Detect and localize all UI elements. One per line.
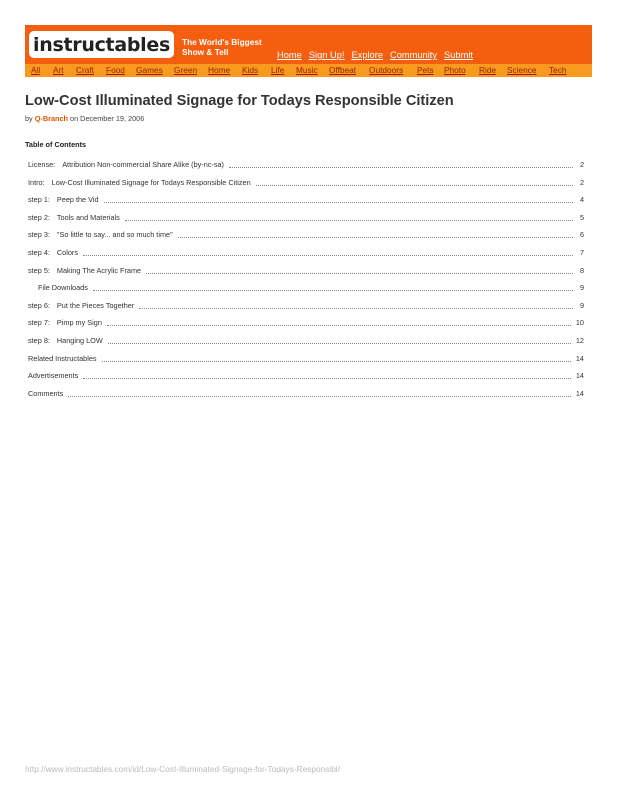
- toc-entry[interactable]: [28, 230, 584, 240]
- toc-page-number: 9: [579, 283, 584, 293]
- toc-leader-dots: [107, 325, 571, 326]
- toc-page-number: 14: [575, 353, 584, 363]
- toc-entry-title: File Downloads: [38, 283, 88, 293]
- toc-heading: Table of Contents: [25, 140, 87, 149]
- toc-entry-label: [28, 371, 78, 380]
- category-science[interactable]: Science: [507, 65, 537, 75]
- toc-entry-label: [28, 213, 120, 222]
- category-pets[interactable]: Pets: [417, 65, 434, 75]
- toc-entry-title: Colors: [56, 248, 78, 257]
- toc-page-number: 2: [579, 160, 584, 169]
- category-outdoors[interactable]: Outdoors: [369, 65, 404, 75]
- category-life[interactable]: Life: [271, 65, 285, 75]
- nav-community[interactable]: Community: [390, 50, 438, 60]
- toc-entry-label: [28, 178, 251, 187]
- category-ride[interactable]: Ride: [479, 65, 497, 75]
- toc-entry[interactable]: [28, 178, 584, 188]
- toc-entry-label: [28, 336, 103, 345]
- toc-entry-prefix: step 7:: [28, 318, 50, 328]
- category-home[interactable]: Home: [208, 65, 231, 75]
- toc-entry[interactable]: [28, 389, 584, 399]
- logo-text: instructables: [33, 33, 170, 56]
- tagline-line2: Show & Tell: [182, 47, 229, 57]
- toc-entry[interactable]: [28, 195, 584, 205]
- category-kids[interactable]: Kids: [242, 65, 259, 75]
- category-games[interactable]: Games: [136, 65, 163, 75]
- nav-sign-up[interactable]: Sign Up!: [308, 50, 345, 60]
- toc-entry-label: [28, 354, 97, 363]
- toc-entry[interactable]: [38, 283, 584, 293]
- author-link[interactable]: Q-Branch: [34, 114, 68, 123]
- nav-home[interactable]: Home: [277, 50, 302, 60]
- toc-page-number: 12: [575, 336, 584, 345]
- toc-page-number: 2: [579, 177, 584, 187]
- toc-entry[interactable]: [28, 213, 584, 223]
- toc-entry[interactable]: [28, 160, 584, 170]
- toc-entry[interactable]: [28, 336, 584, 346]
- toc-leader-dots: [93, 290, 573, 291]
- nav-explore[interactable]: Explore: [351, 50, 384, 60]
- tagline: [182, 37, 262, 57]
- toc-page-number: 6: [579, 230, 584, 240]
- toc-entry-prefix: step 4:: [28, 248, 50, 257]
- toc-leader-dots: [68, 396, 571, 397]
- category-photo[interactable]: Photo: [444, 65, 466, 75]
- toc-entry-title: "So little to say... and so much time": [56, 230, 173, 240]
- toc-entry-label: [28, 301, 134, 310]
- category-offbeat[interactable]: Offbeat: [329, 65, 357, 75]
- toc-entry-label: [28, 230, 173, 239]
- publish-date: on December 19, 2006: [70, 114, 145, 123]
- toc-leader-dots: [83, 378, 571, 379]
- toc-entry-title: Comments: [28, 388, 64, 398]
- toc-entry-prefix: Intro:: [28, 177, 45, 187]
- toc-page-number: 8: [579, 265, 584, 275]
- category-green[interactable]: Green: [174, 65, 198, 75]
- toc-entry-title: Making The Acrylic Frame: [56, 265, 142, 275]
- toc-entry-prefix: step 1:: [28, 195, 50, 205]
- tagline-line1: The World's Biggest: [182, 37, 262, 47]
- toc-entry-prefix: step 6:: [28, 300, 50, 310]
- toc-entry[interactable]: [28, 318, 584, 328]
- category-tech[interactable]: Tech: [549, 65, 567, 75]
- toc-entry-title: Peep the Vid: [56, 195, 99, 205]
- toc-entry-prefix: step 8:: [28, 336, 50, 345]
- toc-entry-label: [28, 266, 141, 275]
- toc-entry-title: Low-Cost Illuminated Signage for Todays Responsible Citizen: [51, 177, 251, 187]
- logo[interactable]: [29, 31, 174, 58]
- toc-page-number: 5: [579, 212, 584, 222]
- toc-entry-title: Related Instructables: [28, 353, 97, 363]
- toc-entry-title: Pimp my Sign: [56, 318, 102, 328]
- byline: [25, 114, 144, 123]
- toc-page-number: 4: [579, 195, 584, 205]
- toc-entry-title: Attribution Non-commercial Share Alike (by-nc-sa): [62, 160, 224, 169]
- toc-page-number: 14: [575, 371, 584, 381]
- page-title: Low-Cost Illuminated Signage for Todays Responsible Citizen: [25, 93, 454, 109]
- top-nav: [277, 50, 473, 60]
- toc-leader-dots: [102, 361, 571, 362]
- category-bar: [25, 64, 592, 77]
- category-music[interactable]: Music: [296, 65, 318, 75]
- toc-leader-dots: [104, 202, 573, 203]
- toc-entry[interactable]: [28, 301, 584, 311]
- toc-entry-label: [28, 248, 78, 257]
- toc-leader-dots: [146, 273, 573, 274]
- toc-entry-label: [28, 195, 99, 204]
- toc-entry-title: Hanging LOW: [56, 336, 103, 345]
- toc-entry-prefix: step 2:: [28, 212, 50, 222]
- toc-leader-dots: [139, 308, 573, 309]
- toc-entry-title: Put the Pieces Together: [56, 300, 135, 310]
- byline-prefix: by: [25, 114, 33, 123]
- toc-page-number: 9: [579, 300, 584, 310]
- toc-entry-prefix: step 5:: [28, 265, 50, 275]
- category-all[interactable]: All: [31, 65, 41, 75]
- toc-entry-prefix: License:: [28, 160, 56, 169]
- toc-entry-title: Advertisements: [28, 371, 79, 381]
- nav-submit[interactable]: Submit: [444, 50, 473, 60]
- toc-leader-dots: [229, 167, 573, 168]
- category-art[interactable]: Art: [53, 65, 64, 75]
- category-food[interactable]: Food: [106, 65, 125, 75]
- toc-leader-dots: [108, 343, 571, 344]
- toc-page-number: 10: [575, 318, 584, 328]
- toc-entry[interactable]: [28, 371, 584, 381]
- toc-page-number: 7: [579, 248, 584, 257]
- toc-leader-dots: [83, 255, 573, 256]
- toc-entry-title: Tools and Materials: [56, 212, 120, 222]
- category-craft[interactable]: Craft: [76, 65, 94, 75]
- toc-entry[interactable]: [28, 354, 584, 364]
- footer-url[interactable]: http://www.instructables.com/id/Low-Cost-Illuminated-Signage-for-Todays-Responsibl/: [25, 764, 340, 774]
- toc-leader-dots: [125, 220, 573, 221]
- toc-entry-label: [38, 283, 88, 292]
- toc-entry-prefix: step 3:: [28, 230, 50, 240]
- toc-entry[interactable]: [28, 266, 584, 276]
- toc-page-number: 14: [575, 388, 584, 398]
- toc-entry[interactable]: [28, 248, 584, 258]
- site-banner: [25, 25, 592, 64]
- toc-entry-label: [28, 389, 63, 398]
- toc-entry-label: [28, 160, 224, 169]
- toc-entry-label: [28, 318, 102, 327]
- toc-leader-dots: [178, 237, 573, 238]
- toc-leader-dots: [256, 185, 573, 186]
